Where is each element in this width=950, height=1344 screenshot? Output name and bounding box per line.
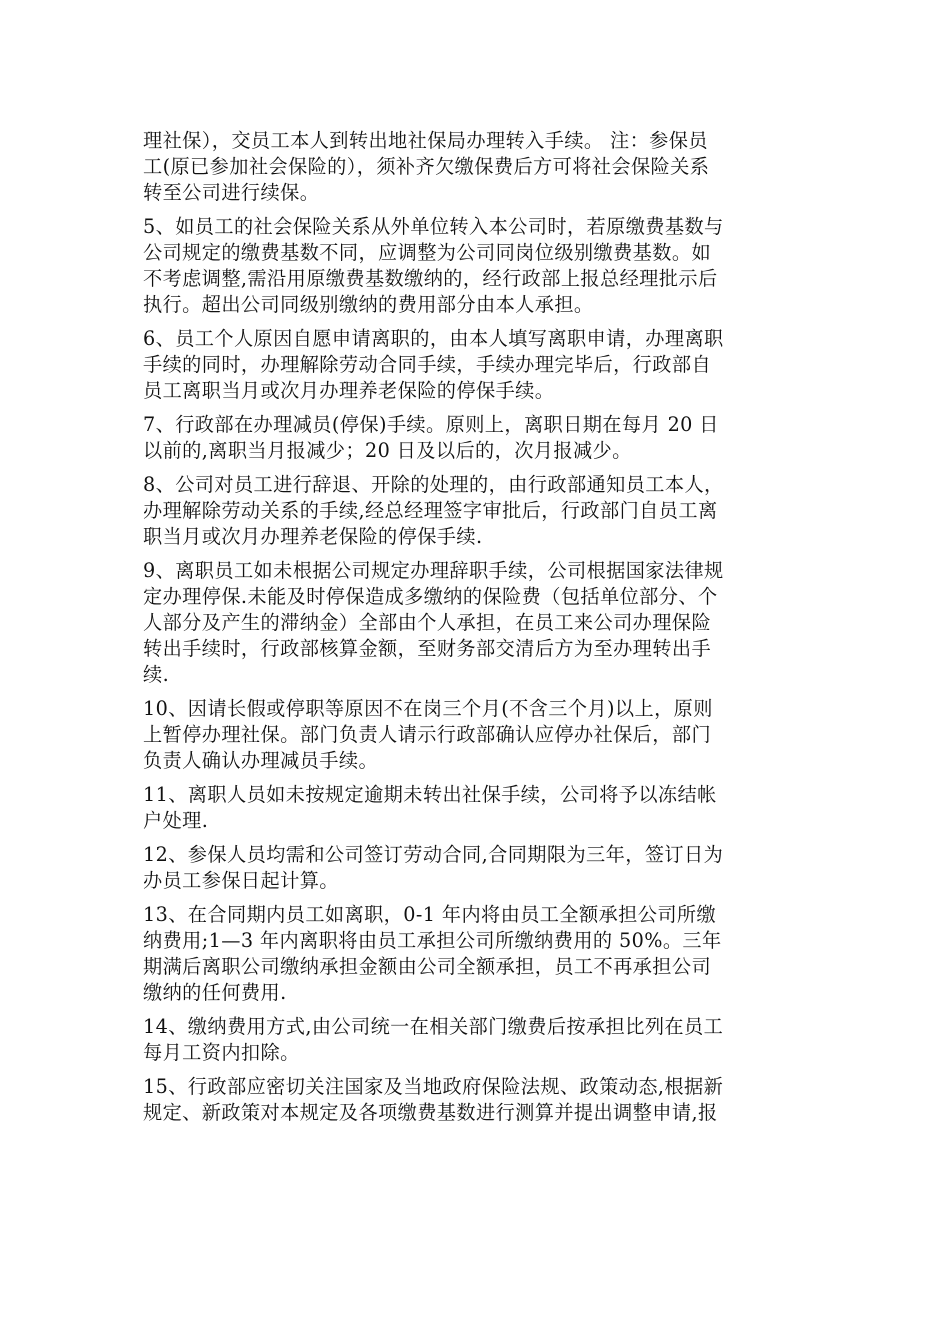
paragraph [143, 326, 808, 404]
text-line: 定办理停保.未能及时停保造成多缴纳的保险费（包括单位部分、个 [143, 585, 718, 608]
text-line: 以前的,离职当月报减少；20 日及以后的，次月报减少。 [143, 439, 632, 462]
paragraph [143, 902, 808, 1006]
paragraph [143, 1074, 808, 1126]
paragraph [143, 558, 808, 688]
text-line: 期满后离职公司缴纳承担金额由公司全额承担，员工不再承担公司 [143, 955, 712, 978]
text-line: 11、离职人员如未按规定逾期未转出社保手续，公司将予以冻结帐 [143, 783, 717, 806]
text-line: 不考虑调整,需沿用原缴费基数缴纳的，经行政部上报总经理批示后 [143, 267, 718, 290]
text-line: 12、参保人员均需和公司签订劳动合同,合同期限为三年，签订日为 [143, 843, 724, 866]
text-line: 10、因请长假或停职等原因不在岗三个月(不含三个月)以上，原则 [143, 697, 713, 720]
text-line: 办理解除劳动关系的手续,经总经理签字审批后，行政部门自员工离 [143, 499, 718, 522]
text-line: 每月工资内扣除。 [143, 1041, 300, 1064]
paragraph [143, 842, 808, 894]
text-line: 工(原已参加社会保险的），须补齐欠缴保费后方可将社会保险关系 [143, 155, 710, 178]
text-line: 7、行政部在办理减员(停保)手续。原则上，离职日期在每月 20 日 [143, 413, 719, 436]
paragraph [143, 128, 808, 206]
text-line: 转出手续时，行政部核算金额，至财务部交清后方为至办理转出手 [143, 637, 712, 660]
text-line: 职当月或次月办理养老保险的停保手续. [143, 525, 483, 548]
paragraph [143, 782, 808, 834]
text-line: 员工离职当月或次月办理养老保险的停保手续。 [143, 379, 555, 402]
text-line: 规定、新政策对本规定及各项缴费基数进行测算并提出调整申请,报 [143, 1101, 718, 1124]
text-line: 15、行政部应密切关注国家及当地政府保险法规、政策动态,根据新 [143, 1075, 724, 1098]
text-line: 公司规定的缴费基数不同，应调整为公司同岗位级别缴费基数。如 [143, 241, 712, 264]
text-line: 9、离职员工如未根据公司规定办理辞职手续，公司根据国家法律规 [143, 559, 724, 582]
paragraph [143, 1014, 808, 1066]
text-line: 13、在合同期内员工如离职，0-1 年内将由员工全额承担公司所缴 [143, 903, 717, 926]
text-line: 理社保），交员工本人到转出地社保局办理转入手续。 注：参保员 [143, 129, 708, 152]
text-line: 户处理. [143, 809, 209, 832]
text-line: 缴纳的任何费用. [143, 981, 287, 1004]
text-line: 手续的同时，办理解除劳动合同手续，手续办理完毕后，行政部自 [143, 353, 712, 376]
text-line: 负责人确认办理减员手续。 [143, 749, 379, 772]
text-line: 上暂停办理社保。部门负责人请示行政部确认应停办社保后，部门 [143, 723, 712, 746]
text-line: 转至公司进行续保。 [143, 181, 320, 204]
text-line: 纳费用;1—3 年内离职将由员工承担公司所缴纳费用的 50%。三年 [143, 929, 722, 952]
document-page [143, 128, 808, 1134]
text-line: 14、缴纳费用方式,由公司统一在相关部门缴费后按承担比列在员工 [143, 1015, 724, 1038]
text-line: 执行。超出公司同级别缴纳的费用部分由本人承担。 [143, 293, 594, 316]
paragraph [143, 472, 808, 550]
paragraph [143, 696, 808, 774]
paragraph [143, 412, 808, 464]
text-line: 6、员工个人原因自愿申请离职的，由本人填写离职申请，办理离职 [143, 327, 724, 350]
text-line: 续. [143, 663, 170, 686]
paragraph [143, 214, 808, 318]
text-line: 人部分及产生的滞纳金）全部由个人承担，在员工来公司办理保险 [143, 611, 712, 634]
text-line: 5、如员工的社会保险关系从外单位转入本公司时，若原缴费基数与 [143, 215, 724, 238]
text-line: 8、公司对员工进行辞退、开除的处理的，由行政部通知员工本人， [143, 473, 724, 496]
text-line: 办员工参保日起计算。 [143, 869, 339, 892]
